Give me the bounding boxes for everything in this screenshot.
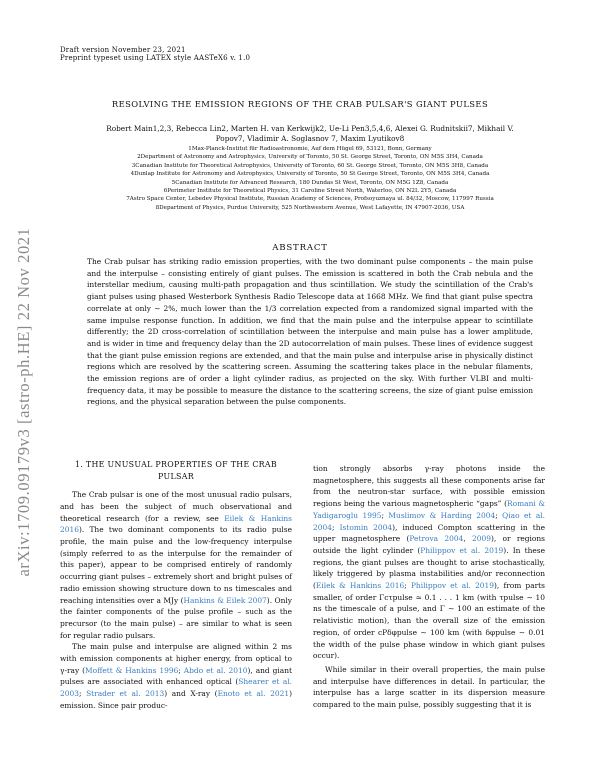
author-line-2: Popov7, Vladimir A. Soglasnov 7, Maxim Lyutikov8 <box>215 134 405 143</box>
text-run: The main pulse and interpulse are aligned within 2 ms with emission components at higher energy, from optical to γ-ray ( <box>60 642 292 675</box>
affiliation: 4Dunlap Institute for Astronomy and Astrophysics, University of Toronto, 50 St George Street, Toronto, ON M5S 3H4, Canada <box>130 171 490 178</box>
arxiv-identifier: arXiv:1709.09179v3 [astro-ph.HE] 22 Nov 2021 <box>14 227 33 577</box>
arxiv-sidebar-stamp <box>12 192 36 612</box>
citation-link[interactable]: Eilek & Hankins 2016 <box>315 581 405 591</box>
preprint-header <box>60 46 250 62</box>
affiliation: 1Max-Planck-Institut für Radioastronomie, Auf dem Hügel 69, 53121, Bonn, Germany <box>188 146 432 152</box>
text-run: ) and X-ray ( <box>164 689 218 699</box>
citation-link[interactable]: Strader et al. 2013 <box>86 689 165 699</box>
text-run: ; <box>78 689 87 699</box>
citation-link[interactable]: Hankins & Eilek 2007 <box>183 595 267 605</box>
left-column <box>60 459 292 712</box>
citation-link[interactable]: Muslimov & Harding 2004 <box>388 510 496 520</box>
citation-link[interactable]: Istomin 2004 <box>339 522 393 532</box>
affiliation: 6Perimeter Institute for Theoretical Physics, 31 Caroline Street North, Waterloo, ON N2L 2Y5, Canada <box>163 188 457 195</box>
paragraph: While similar in their overall properties, the main pulse and interpulse have differences in detail. In particular, the interpulse has a large scatter in its dispersion measure compared to the main pulse, possibly suggesting that it is <box>313 664 545 710</box>
citation-link[interactable]: Philippov et al. 2019 <box>420 545 504 555</box>
paragraph <box>313 463 545 662</box>
text-run: ; <box>331 522 340 532</box>
citation-link[interactable]: Abdo et al. 2010 <box>183 665 248 675</box>
affiliation: 3Canadian Institute for Theoretical Astrophysics, University of Toronto, 60 St. George Street, Toronto, ON M5S 3H8, Canada <box>131 162 489 169</box>
citation-link[interactable]: Petrova 2004 <box>409 534 464 544</box>
section-heading-line: PULSAR <box>158 471 194 481</box>
affiliation: 8Department of Physics, Purdue University, 525 Northwestern Avenue, West Lafayette, IN 47907-2036, USA <box>155 204 465 211</box>
text-run: ) emission. Since pair produc- <box>60 689 292 710</box>
affiliation: 7Astro Space Center, Lebedev Physical Institute, Russian Academy of Sciences, Profsoyuznaya ul. 84/32, Moscow, 117997 Russia <box>126 196 494 203</box>
section-heading <box>60 459 292 482</box>
right-column <box>313 463 545 711</box>
abstract-body: The Crab pulsar has striking radio emission properties, with the two dominant pulse components – the main pulse and the interpulse – consisting entirely of giant pulses. The emission is scattered in both the Crab nebula and the interstellar medium, causing multi-path propagation and thus scintillation. We study the scintillation of the Crab's giant pulses using phased Westerbork Synthesis Radio Telescope data at 1668 MHz. We find that giant pulse spectra correlate at only ∼ 2%, much lower than the 1/3 correlation expected from a randomized signal imparted with the same impulse response function. In addition, we find that the main pulse and the interpulse appear to scintillate differently; the 2D cross-correlation of scintillation between the interpulse and main pulse has a lower amplitude, and is wider in time and frequency delay than the 2D autocorrelation of main pulses. These lines of evidence suggest that the giant pulse emission regions are extended, and that the main pulse and interpulse arise in physically distinct regions which are resolved by the scattering screen. Assuming the scattering takes place in the nebular filaments, the emission regions are of order a light cylinder radius, as projected on the sky. With further VLBI and multi-frequency data, it may be possible to measure the distance to the scattering screens, the size of giant pulse emission regions, and the physical separation between the pulse components. <box>87 257 533 407</box>
text-run: ; <box>381 510 389 520</box>
citation-link[interactable]: Philippov et al. 2019 <box>410 581 495 591</box>
text-run: ), and giant pulses are associated with enhanced optical ( <box>60 665 292 687</box>
text-run: tion strongly absorbs γ-ray photons inside the magnetosphere, this suggests all these components arise far from the neutron-star surface, with possible emission regions being the various magnetospheric “gaps” ( <box>313 464 545 509</box>
paper-title: RESOLVING THE EMISSION REGIONS OF THE CRAB PULSAR'S GIANT PULSES <box>111 99 489 109</box>
text-run: ), or regions outside the light cylinder ( <box>313 534 545 555</box>
citation-link[interactable]: Shearer et al. 2003 <box>60 677 293 699</box>
citation-link[interactable]: Romani & Yadigaroglu 1995 <box>313 499 545 520</box>
citation-link[interactable]: Enoto et al. 2021 <box>217 689 290 699</box>
paragraph <box>60 489 292 641</box>
abstract-heading: ABSTRACT <box>272 243 328 253</box>
citation-link[interactable]: Moffett & Hankins 1996 <box>85 665 179 675</box>
text-run: ). The two dominant components to its radio pulse profile, the main pulse and the low-frequency interpulse (simply referred to as the interpulse for the remainder of this paper), appear to be comprised entirely of randomly occurring giant pulses – extremely short and bright pulses of radio emission showing structure down to ns timescales and reaching intensities over a MJy ( <box>60 525 292 605</box>
author-line-1: Robert Main1,2,3, Rebecca Lin2, Marten H. van Kerkwijk2, Ue-Li Pen3,5,4,6, Alexei G. Rudnitskii7, Mikhail V. <box>106 124 514 133</box>
text-run: ; <box>404 581 411 591</box>
text-run: , <box>463 534 472 544</box>
author-list <box>60 124 560 144</box>
citation-link[interactable]: Qiao et al. 2004 <box>313 510 546 532</box>
text-run: ). Only the fainter components of the pulse profile – such as the precursor (to the main pulse) – are similar to what is seen for regular radio pulsars. <box>60 595 292 640</box>
affiliation-list <box>60 145 560 212</box>
typeset-line: Preprint typeset using LATEX style AASTeX6 v. 1.0 <box>60 54 251 62</box>
text-run: ), from parts smaller, of order Γcτpulse ≃ 0.1 . . . 1 km (with τpulse ∼ 10 ns the timescale of a pulse, and Γ ∼ 100 an estimate of the relativistic motion), than the overall size of the emission region, of order cPδφpulse ∼ 100 km (with δφpulse ∼ 0.01 the width of the pulse phase window in which giant pulses occur). <box>313 581 545 661</box>
text-run: ). In these regions, the giant pulses are thought to arise stochastically, likely triggered by plasma instabilities and/or reconnection ( <box>313 545 545 591</box>
draft-version-line: Draft version November 23, 2021 <box>60 46 186 54</box>
section-heading-line: 1. THE UNUSUAL PROPERTIES OF THE CRAB <box>75 460 277 469</box>
affiliation: 5Canadian Institute for Advanced Research, 180 Dundas St West, Toronto, ON M5G 1Z8, Canada <box>171 179 449 186</box>
affiliation: 2Department of Astronomy and Astrophysics, University of Toronto, 50 St. George Street, Toronto, ON M5S 3H4, Canada <box>137 154 483 161</box>
text-run: ; <box>495 510 503 520</box>
paragraph <box>60 641 292 711</box>
text-run: The Crab pulsar is one of the most unusual radio pulsars, and has been the subject of much observational and theoretical research (for a review, see <box>60 490 292 523</box>
citation-link[interactable]: 2009 <box>472 534 491 544</box>
text-run: ; <box>178 665 184 675</box>
text-run: ), induced Compton scattering in the upper magnetosphere ( <box>313 522 545 544</box>
citation-link[interactable]: Eilek & Hankins 2016 <box>60 513 292 535</box>
